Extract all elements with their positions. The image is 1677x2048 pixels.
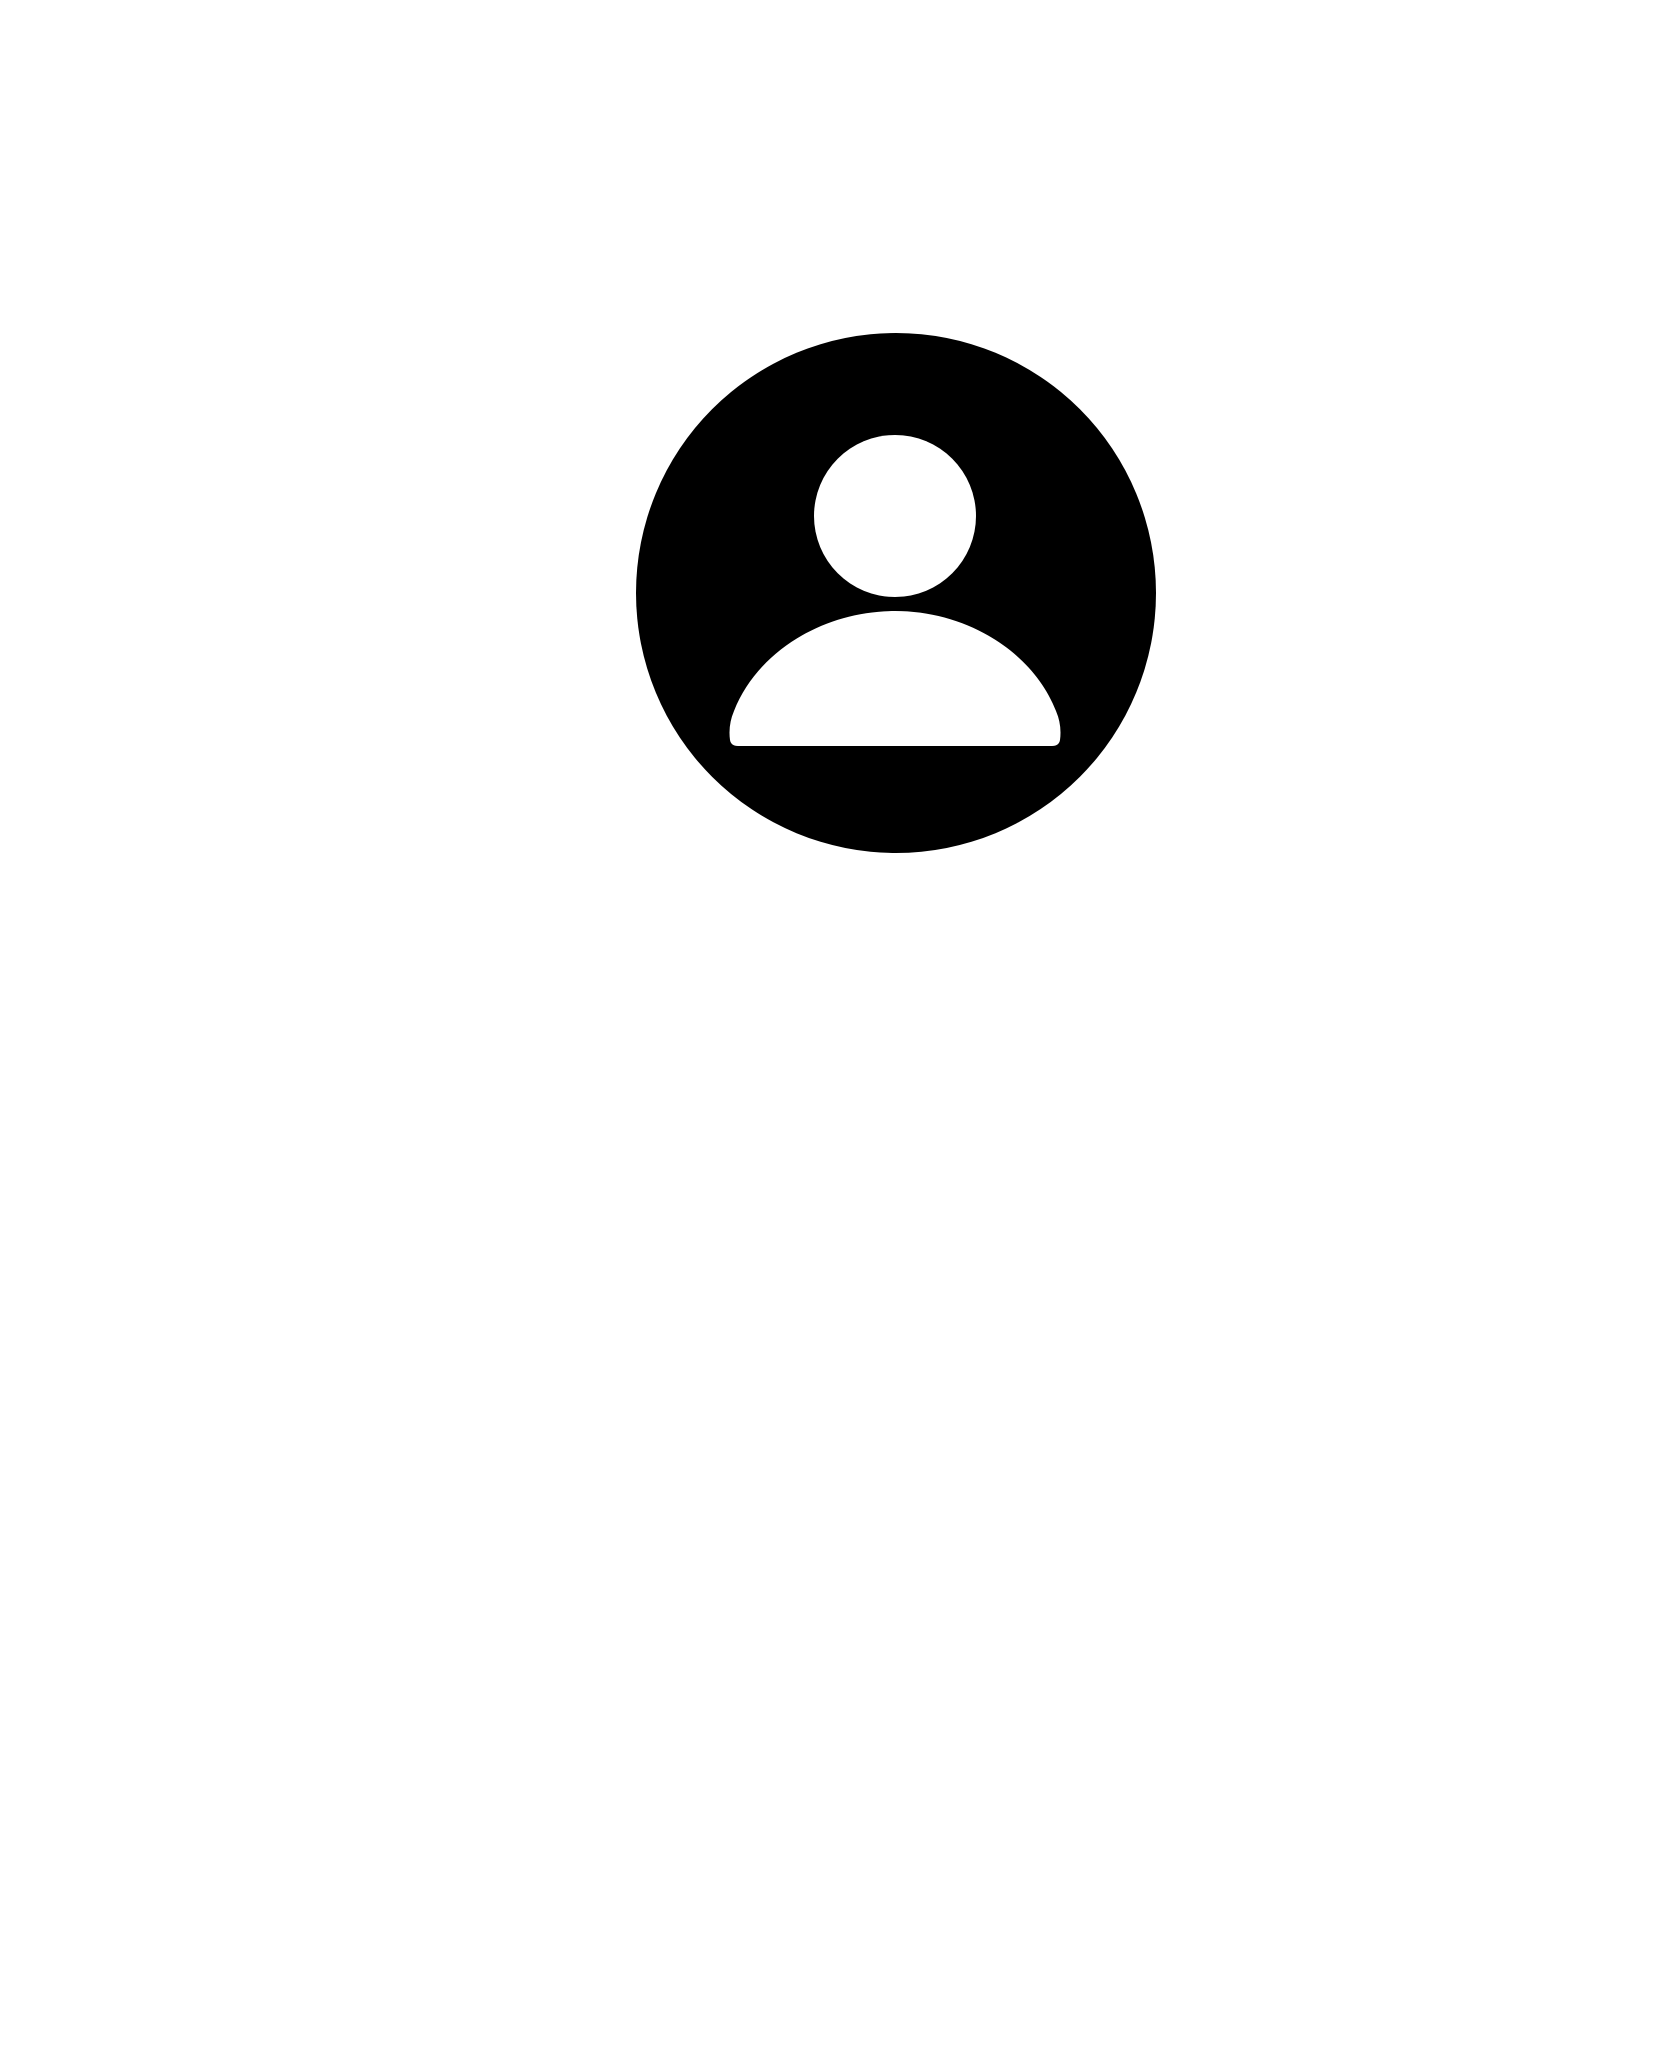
avatar[interactable] — [636, 333, 1156, 853]
user-account-icon — [636, 333, 1156, 853]
avatar-head — [814, 435, 976, 597]
